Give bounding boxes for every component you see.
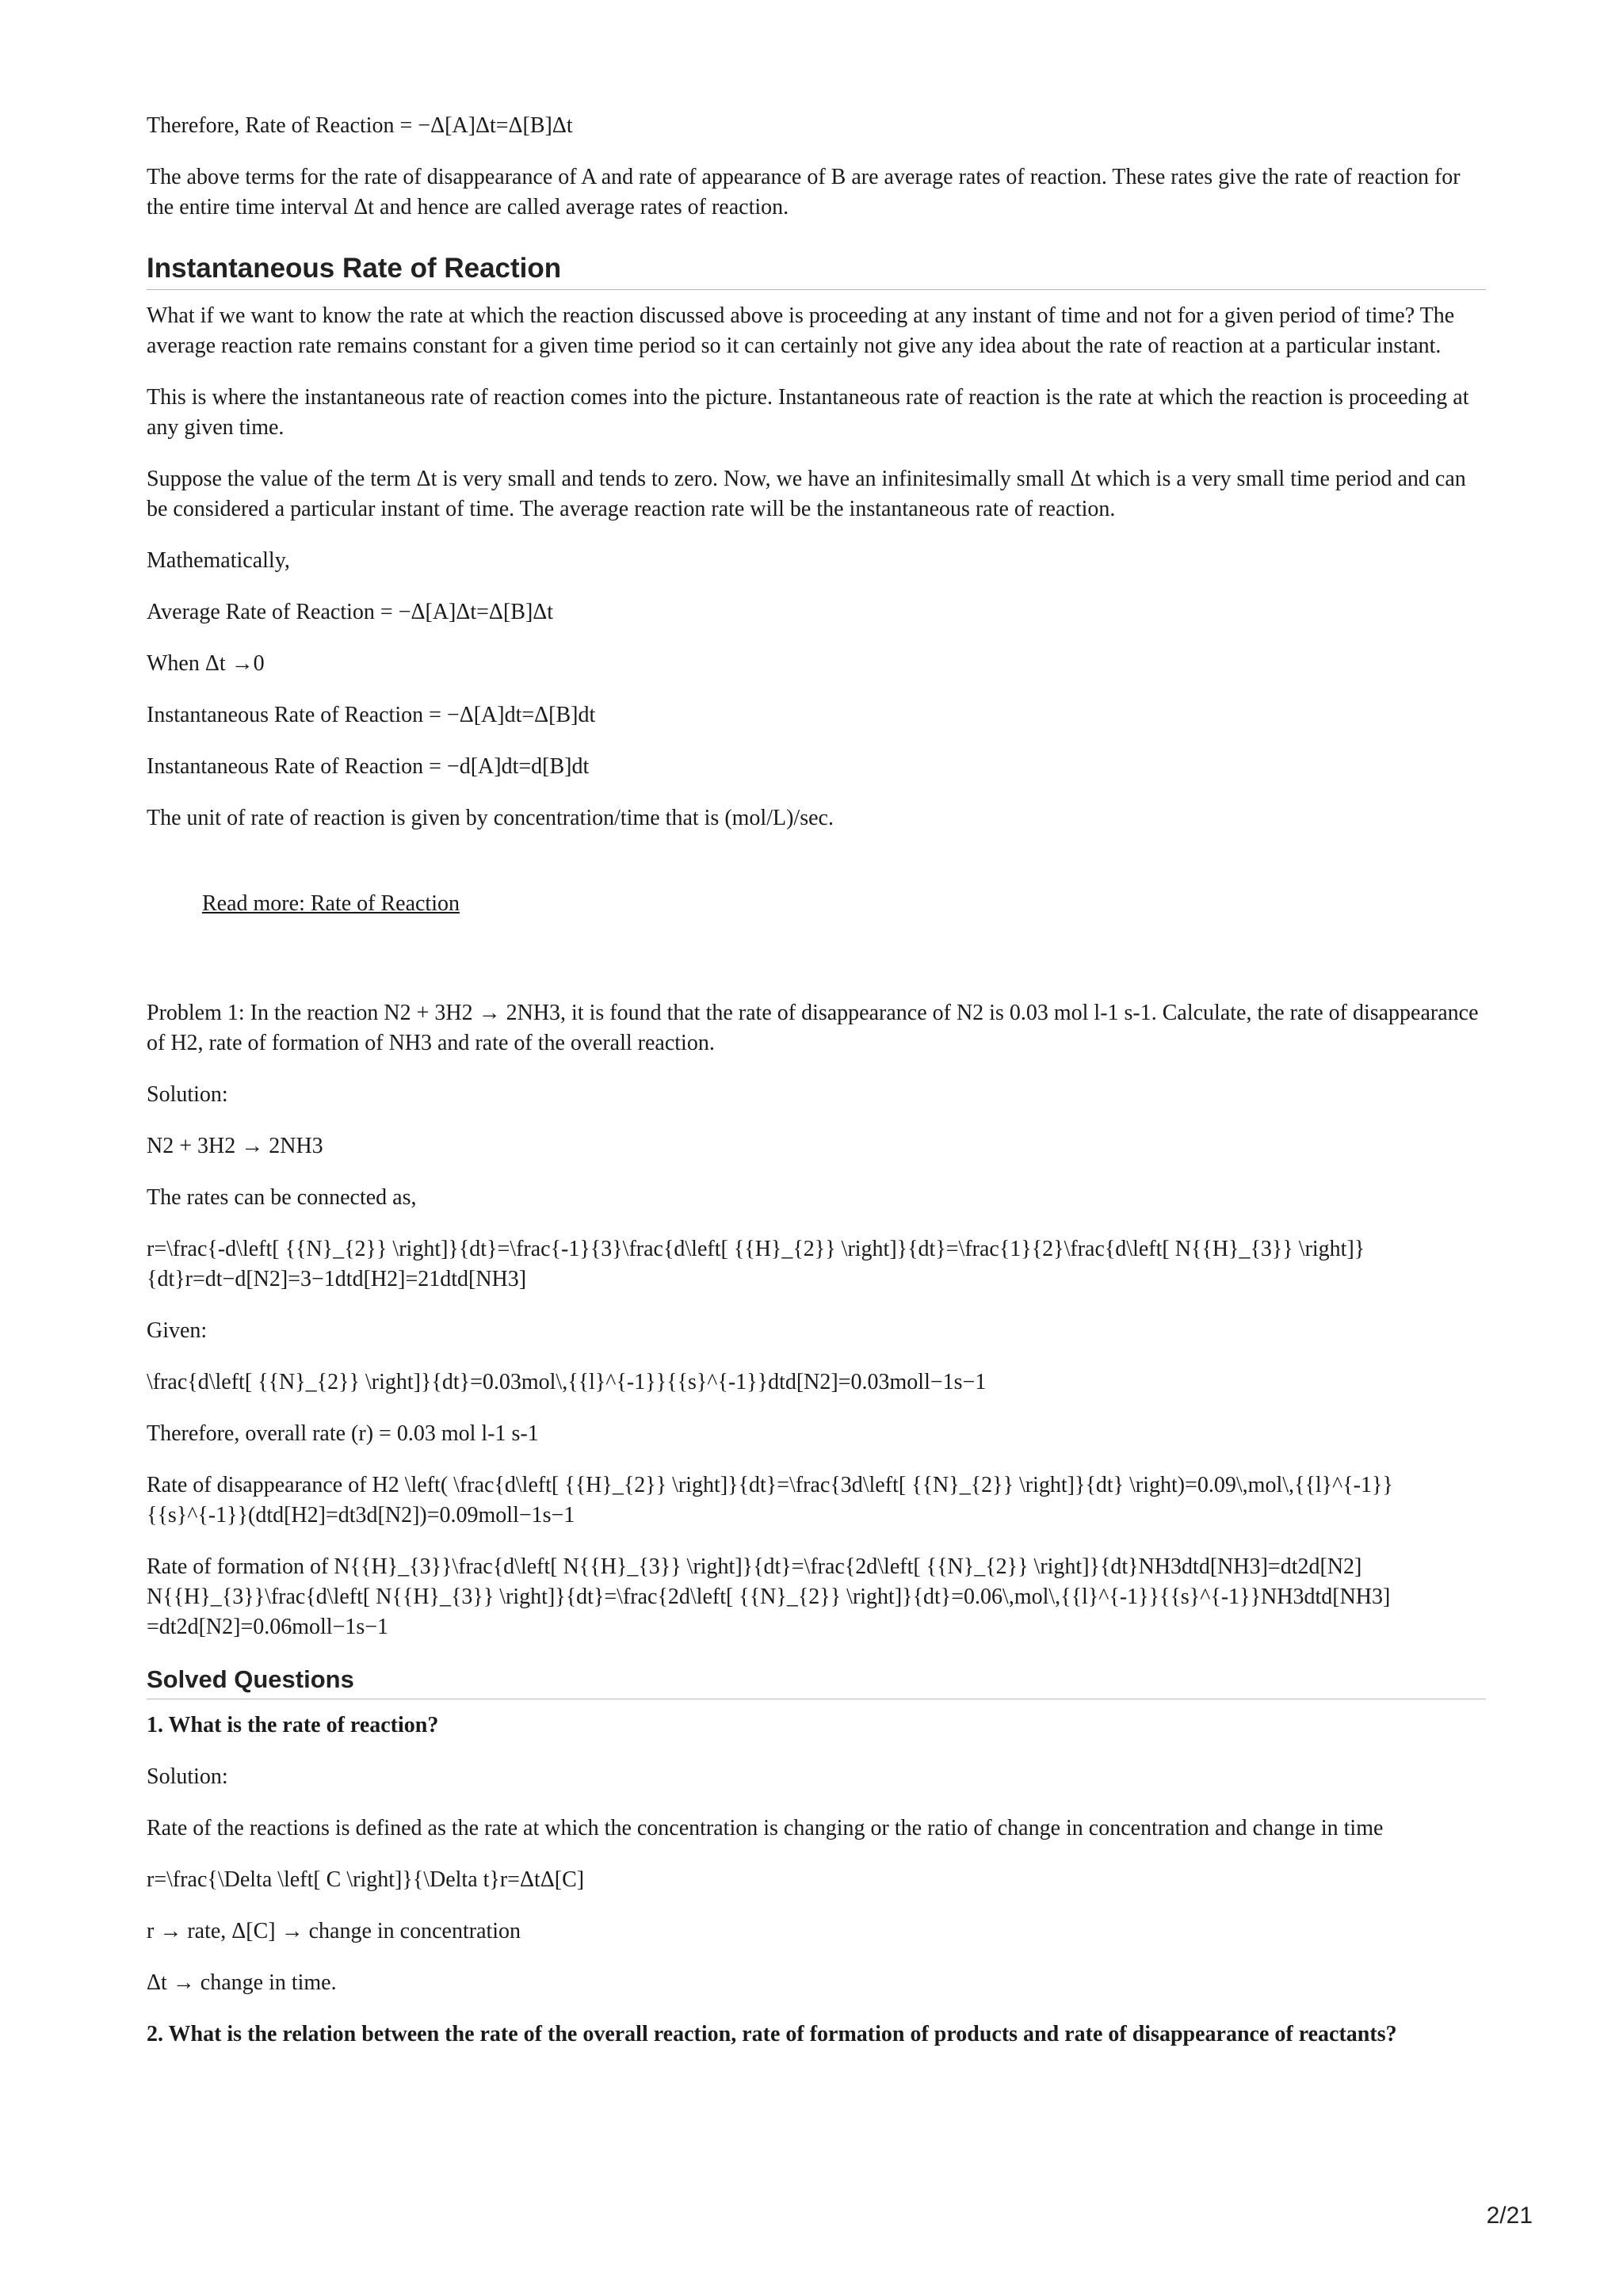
paragraph-overall-rate: Therefore, overall rate (r) = 0.03 mol l-1 s-1 [147, 1421, 539, 1446]
document-body [147, 111, 1486, 2071]
problem-statement: Problem 1: In the reaction N2 + 3H2 → 2NH3, it is found that the rate of disappearance of N2 is 0.03 mol l-1 s-1. Calculate, the rate of disappearance of H2, rate of formation of NH3 and rate of the overall reaction. [147, 1001, 1479, 1055]
paragraph-mathematically: Mathematically, [147, 548, 290, 573]
paragraph-rates-connected: The rates can be connected as, [147, 1185, 417, 1210]
formula-nh3-formation: Rate of formation of N{{H}_{3}}\frac{d\left[ N{{H}_{3}} \right]}{dt}=\frac{2d\left[ {{N}_{2}} \right]}{dt}NH3dtd[NH3]=dt2d[N2] N{{H}_{3}}\frac{d\left[ N{{H}_{3}} \right]}{dt}=\frac{2d\left[ {{N}_{2}} \right]}{dt}=0.06\,mol\,{{l}^{-1}}{{s}^{-1}}NH3dtd[NH3] =dt2d[N2]=0.06moll−1s−1 [147, 1554, 1391, 1639]
question-2: 2. What is the relation between the rate of the overall reaction, rate of formation of products and rate of disappearance of reactants? [147, 2022, 1397, 2046]
paragraph-unit-of-rate: The unit of rate of reaction is given by concentration/time that is (mol/L)/sec. [147, 806, 834, 830]
paragraph-instantaneous-intro: This is where the instantaneous rate of reaction comes into the picture. Instantaneous rate of reaction is the rate at which the reaction is proceeding at any given time. [147, 385, 1469, 440]
paragraph-instantaneous-question: What if we want to know the rate at which the reaction discussed above is proceeding at any instant of time and not for a given period of time? The average reaction rate remains constant for a given time period so it can certainly not give any idea about the rate of reaction at a particular instant. [147, 303, 1455, 358]
read-more-block [202, 889, 1486, 919]
formula-instantaneous-rate-2: Instantaneous Rate of Reaction = −d[A]dt=d[B]dt [147, 754, 590, 779]
question-1: 1. What is the rate of reaction? [147, 1713, 439, 1737]
paragraph-delta-t-small: Suppose the value of the term Δt is very small and tends to zero. Now, we have an infinitesimally small Δt which is a very small time period and can be considered a particular instant of time. The average reaction rate will be the instantaneous rate of reaction. [147, 467, 1466, 521]
read-more-link[interactable]: Read more: Rate of Reaction [202, 891, 460, 916]
reaction-equation: N2 + 3H2 → 2NH3 [147, 1134, 323, 1158]
given-label: Given: [147, 1318, 208, 1343]
formula-average-rate: Average Rate of Reaction = −Δ[A]Δt=Δ[B]Δt [147, 600, 554, 624]
paragraph-average-rates: The above terms for the rate of disappearance of A and rate of appearance of B are average rates of reaction. These rates give the rate of reaction for the entire time interval Δt and hence are called average rates of reaction. [147, 165, 1461, 219]
paragraph-rate-formula: Therefore, Rate of Reaction = −Δ[A]Δt=Δ[B]Δt [147, 113, 573, 138]
question-1-solution-label: Solution: [147, 1764, 228, 1789]
solution-label: Solution: [147, 1082, 228, 1107]
heading-instantaneous-rate: Instantaneous Rate of Reaction [147, 251, 1486, 290]
question-1-definition: Rate of the reactions is defined as the rate at which the concentration is changing or the ratio of change in concentration and change in time [147, 1816, 1384, 1840]
formula-limit: When Δt →0 [147, 651, 265, 676]
page-number: 2/21 [1486, 2203, 1533, 2229]
heading-solved-questions: Solved Questions [147, 1664, 1486, 1699]
question-1-formula: r=\frac{\Delta \left[ C \right]}{\Delta t}r=ΔtΔ[C] [147, 1867, 585, 1892]
formula-given-n2-rate: \frac{d\left[ {{N}_{2}} \right]}{dt}=0.03mol\,{{l}^{-1}}{{s}^{-1}}dtd[N2]=0.03moll−1s−1 [147, 1370, 987, 1394]
question-1-legend-time: Δt → change in time. [147, 1970, 337, 1995]
formula-rate-relations: r=\frac{-d\left[ {{N}_{2}} \right]}{dt}=\frac{-1}{3}\frac{d\left[ {{H}_{2}} \right]}{dt}=\frac{1}{2}\frac{d\left[ N{{H}_{3}} \right]}{dt}r=dt−d[N2]=3−1dtd[H2]=21dtd[NH3] [147, 1237, 1365, 1291]
question-1-legend-rate: r → rate, Δ[C] → change in concentration [147, 1919, 521, 1943]
formula-instantaneous-rate-1: Instantaneous Rate of Reaction = −Δ[A]dt=Δ[B]dt [147, 703, 596, 727]
formula-h2-disappearance: Rate of disappearance of H2 \left( \frac{d\left[ {{H}_{2}} \right]}{dt}=\frac{3d\left[ {{N}_{2}} \right]}{dt} \right)=0.09\,mol\,{{l}^{-1}}{{s}^{-1}}(dtd[H2]=dt3d[N2])=0.09moll−1s−1 [147, 1473, 1393, 1527]
